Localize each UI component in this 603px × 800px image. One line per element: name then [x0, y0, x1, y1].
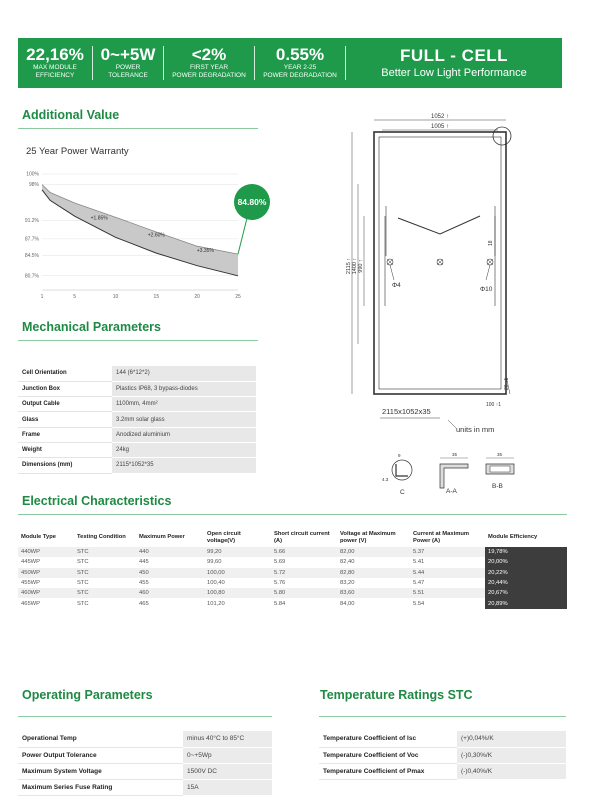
- leader-line: [448, 420, 456, 428]
- additional-value-title: Additional Value: [22, 108, 120, 122]
- table-cell: 83,20: [337, 578, 410, 588]
- table-cell: 99,60: [204, 557, 271, 567]
- table-cell: STC: [74, 578, 136, 588]
- efficiency-cell: 19,78%: [485, 547, 567, 557]
- param-key: Temperature Coefficient of Isc: [319, 731, 457, 747]
- stat-label: MAX MODULE: [33, 64, 77, 71]
- table-row: [18, 366, 256, 381]
- table-row: [18, 458, 256, 473]
- table-cell: 100,80: [204, 588, 271, 598]
- stat-label: YEAR 2-25: [283, 64, 317, 71]
- param-key: Temperature Coefficient of Pmax: [319, 763, 457, 779]
- section-c-detail: [392, 460, 412, 480]
- table-cell: 460WP: [18, 588, 74, 598]
- efficiency-cell: 20,44%: [485, 578, 567, 588]
- table-row: [18, 442, 256, 457]
- gain-annotation: +1.85%: [90, 215, 108, 222]
- stat-value: <2%: [191, 45, 227, 64]
- electrical-table: [18, 528, 567, 609]
- table-cell: 83,60: [337, 588, 410, 598]
- end-value-label: 84.80%: [237, 197, 267, 207]
- table-cell: 440: [136, 547, 204, 557]
- param-value: 3.2mm solar glass: [112, 412, 256, 427]
- stat-label: FIRST YEAR: [189, 64, 229, 71]
- table-cell: 82,80: [337, 568, 410, 578]
- x-tick-label: 1: [40, 294, 44, 300]
- hole-label-small: Φ4: [392, 282, 401, 289]
- table-cell: 84,00: [337, 598, 410, 608]
- section-drawing: [370, 448, 560, 498]
- table-row: [319, 747, 566, 763]
- param-key: Dimensions (mm): [18, 458, 112, 473]
- param-value: Plastics IP68, 3 bypass-diodes: [112, 381, 256, 396]
- table-cell: 5.72: [271, 568, 337, 578]
- operating-table: [18, 731, 272, 796]
- mounting-hole-left: [387, 259, 393, 265]
- table-row: [18, 547, 567, 557]
- efficiency-cell: 20,00%: [485, 557, 567, 567]
- param-value: 1100mm, 4mm²: [112, 397, 256, 412]
- table-cell: 5.66: [271, 547, 337, 557]
- table-cell: STC: [74, 598, 136, 608]
- size-label: 2115x1052x35: [382, 407, 431, 416]
- x-tick-label: 10: [112, 294, 119, 300]
- warranty-label: 25 Year Power Warranty: [26, 146, 129, 157]
- stat-year-2-25: [255, 46, 345, 80]
- key-figures-banner: [18, 38, 562, 88]
- param-key: Frame: [18, 427, 112, 442]
- junction-cable: [398, 216, 480, 234]
- table-row: [18, 598, 567, 608]
- mounting-hole-right: [487, 259, 493, 265]
- section-rule: [319, 716, 566, 717]
- y-tick-label: 98%: [28, 182, 39, 189]
- module-inner-frame: [379, 137, 501, 389]
- section-c-label: C: [400, 489, 405, 496]
- table-row: [18, 779, 272, 795]
- x-tick-label: 20: [194, 294, 200, 300]
- param-key: Temperature Coefficient of Voc: [319, 747, 457, 763]
- table-cell: 455: [136, 578, 204, 588]
- stat-label: POWER: [115, 64, 141, 71]
- leader-line: [486, 265, 490, 280]
- table-cell: 82,40: [337, 557, 410, 567]
- module-drawing: [330, 106, 590, 446]
- mechanical-title: Mechanical Parameters: [22, 320, 161, 334]
- param-value: 0~+5Wp: [183, 747, 272, 763]
- section-dim: 35: [452, 452, 458, 457]
- y-tick-label: 80.7%: [24, 273, 39, 280]
- dim-label: 1400 ↑: [352, 257, 358, 275]
- table-cell: 5.69: [271, 557, 337, 567]
- param-key: Output Cable: [18, 397, 112, 412]
- section-rule: [18, 340, 258, 341]
- param-value: (-)0,30%/K: [457, 747, 566, 763]
- param-key: Junction Box: [18, 381, 112, 396]
- param-value: Anodized aluminium: [112, 427, 256, 442]
- dim-label: 20 ↑1: [504, 377, 510, 390]
- table-cell: 5.54: [410, 598, 485, 608]
- column-header: Open circuit voltage(V): [207, 530, 241, 544]
- table-row: [18, 588, 567, 598]
- y-tick-label: 87.7%: [24, 236, 39, 243]
- column-header: Current at Maximum Power (A): [413, 530, 470, 544]
- table-cell: STC: [74, 547, 136, 557]
- param-key: Glass: [18, 412, 112, 427]
- section-dim: 35: [497, 452, 503, 457]
- operating-title: Operating Parameters: [22, 688, 153, 702]
- table-cell: STC: [74, 588, 136, 598]
- gain-annotation: +2.60%: [147, 232, 165, 239]
- param-key: Weight: [18, 442, 112, 457]
- table-row: [18, 557, 567, 567]
- table-cell: 445WP: [18, 557, 74, 567]
- table-cell: 460: [136, 588, 204, 598]
- stat-first-year: [164, 46, 254, 80]
- full-cell-headline: FULL - CELL: [399, 46, 509, 65]
- stat-label: TOLERANCE: [108, 72, 148, 79]
- dim-label: 990 ↑: [358, 259, 364, 273]
- x-tick-label: 15: [153, 294, 160, 300]
- stat-label: POWER DEGRADATION: [263, 72, 337, 79]
- x-tick-label: 5: [73, 294, 77, 300]
- gain-annotation: +3.35%: [196, 247, 214, 254]
- temperature-title: Temperature Ratings STC: [320, 688, 473, 702]
- table-row: [18, 578, 567, 588]
- efficiency-cell: 20,89%: [485, 598, 567, 608]
- param-value: 144 (6*12*2): [112, 366, 256, 381]
- table-cell: 100,40: [204, 578, 271, 588]
- table-cell: STC: [74, 557, 136, 567]
- table-cell: 445: [136, 557, 204, 567]
- param-key: Power Output Tolerance: [18, 747, 183, 763]
- table-cell: 5.41: [410, 557, 485, 567]
- param-value: minus 40°C to 85°C: [183, 731, 272, 747]
- full-cell-subline: Better Low Light Performance: [381, 67, 527, 79]
- table-cell: 465WP: [18, 598, 74, 608]
- corner-detail-circle: [493, 127, 511, 145]
- x-tick-label: 25: [235, 294, 241, 300]
- param-value: (+)0,04%/K: [457, 731, 566, 747]
- param-value: 15A: [183, 779, 272, 795]
- leader-line: [390, 265, 394, 280]
- section-rule: [18, 716, 272, 717]
- section-bb-profile: [486, 458, 514, 474]
- hole-label-large: Φ10: [480, 286, 493, 293]
- table-row: [18, 568, 567, 578]
- table-row: [18, 427, 256, 442]
- table-row: [319, 763, 566, 779]
- table-cell: 450: [136, 568, 204, 578]
- mounting-hole-center: [437, 259, 443, 265]
- table-cell: 5.44: [410, 568, 485, 578]
- table-cell: STC: [74, 568, 136, 578]
- table-row: [18, 747, 272, 763]
- column-header: Module Efficiency: [488, 534, 538, 540]
- full-cell-block: [346, 46, 562, 80]
- section-aa-label: A-A: [446, 488, 457, 495]
- electrical-title: Electrical Characteristics: [22, 494, 172, 508]
- warranty-chart: [20, 162, 280, 302]
- table-cell: 5.80: [271, 588, 337, 598]
- table-cell: 100,00: [204, 568, 271, 578]
- table-cell: 99,20: [204, 547, 271, 557]
- y-tick-label: 100%: [26, 171, 39, 178]
- table-cell: 450WP: [18, 568, 74, 578]
- table-cell: 465: [136, 598, 204, 608]
- section-aa-profile: [440, 458, 468, 488]
- units-label: units in mm: [456, 425, 495, 434]
- table-cell: 455WP: [18, 578, 74, 588]
- stat-value: 22,16%: [26, 45, 84, 64]
- param-value: 2115*1052*35: [112, 458, 256, 473]
- temperature-table: [319, 731, 566, 780]
- column-header: Voltage at Maximum power (V): [340, 530, 396, 544]
- param-key: Operational Temp: [18, 731, 183, 747]
- column-header: Maximum Power: [139, 534, 185, 540]
- table-cell: 82,00: [337, 547, 410, 557]
- module-frame: [374, 132, 506, 394]
- y-tick-label: 84.5%: [24, 253, 39, 260]
- section-rule: [18, 128, 258, 129]
- table-row: [319, 731, 566, 747]
- dim-label: 100 ↑1: [486, 402, 502, 408]
- table-cell: 440WP: [18, 547, 74, 557]
- badge-pointer: [238, 214, 248, 254]
- stat-label: POWER DEGRADATION: [172, 72, 246, 79]
- table-cell: 101,20: [204, 598, 271, 608]
- param-value: (-)0,40%/K: [457, 763, 566, 779]
- section-rule: [18, 514, 567, 515]
- column-header: Module Type: [21, 534, 56, 540]
- table-cell: 5.51: [410, 588, 485, 598]
- table-row: [18, 412, 256, 427]
- table-cell: 5.76: [271, 578, 337, 588]
- table-row: [18, 731, 272, 747]
- mechanical-table: [18, 366, 256, 474]
- efficiency-cell: 20,67%: [485, 588, 567, 598]
- param-key: Maximum Series Fuse Rating: [18, 779, 183, 795]
- stat-label: EFFICIENCY: [35, 72, 75, 79]
- warranty-gap-area: [42, 185, 238, 276]
- column-header: Short circuit current (A): [274, 530, 330, 544]
- section-dim: 9: [398, 453, 401, 458]
- table-row: [18, 397, 256, 412]
- section-dim: 4.3: [382, 477, 389, 482]
- param-key: Cell Orientation: [18, 366, 112, 381]
- efficiency-cell: 20,22%: [485, 568, 567, 578]
- y-tick-label: 91.2%: [24, 217, 39, 224]
- dim-label: 2115 ↑: [346, 257, 352, 275]
- dim-label: 18: [488, 240, 494, 246]
- table-row: [18, 763, 272, 779]
- stat-tolerance: [93, 46, 163, 80]
- stat-value: 0.55%: [275, 45, 325, 64]
- column-header: Testing Condition: [77, 534, 126, 540]
- stat-efficiency: [18, 46, 92, 80]
- param-value: 24kg: [112, 442, 256, 457]
- stat-value: 0~+5W: [100, 45, 156, 64]
- section-bb-label: B-B: [492, 483, 503, 490]
- table-cell: 5.47: [410, 578, 485, 588]
- param-key: Maximum System Voltage: [18, 763, 183, 779]
- table-header-row: [18, 528, 567, 547]
- table-cell: 5.84: [271, 598, 337, 608]
- table-row: [18, 381, 256, 396]
- dim-label: 1052 ↑: [430, 114, 450, 120]
- dim-label: 1005 ↑: [430, 124, 450, 130]
- param-value: 1500V DC: [183, 763, 272, 779]
- table-cell: 5.37: [410, 547, 485, 557]
